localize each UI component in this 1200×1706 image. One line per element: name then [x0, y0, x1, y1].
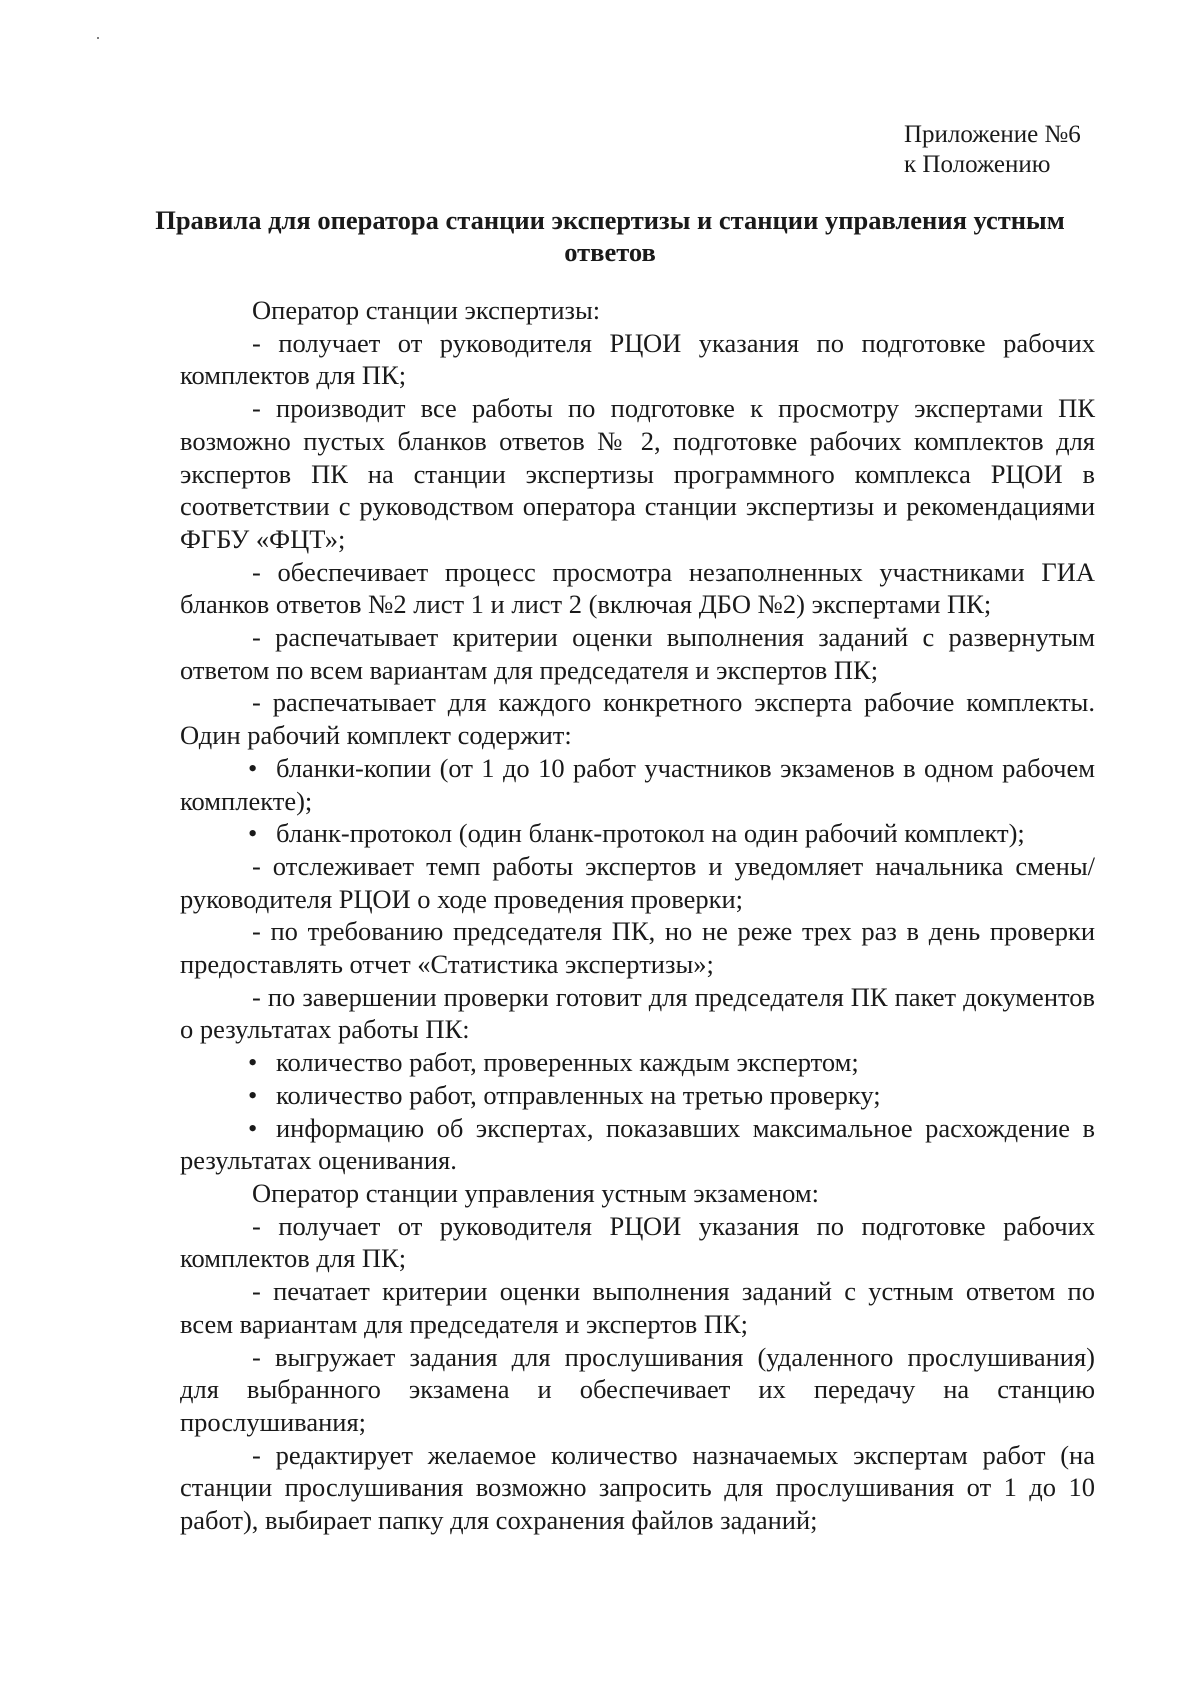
duty-item: - распечатывает для каждого конкретного эксперта рабочие комплекты. Один рабочий комплект содержит: [180, 687, 1095, 751]
appendix-reference [904, 120, 1081, 180]
appendix-regulation: к Положению [904, 151, 1051, 178]
duty-item: - выгружает задания для прослушивания (удаленного прослушивания) для выбранного экзамена и обеспечивает их передачу на станцию прослушивания; [180, 1341, 1095, 1437]
duty-item: - получает от руководителя РЦОИ указания по подготовке рабочих комплектов для ПК; [180, 1210, 1095, 1274]
bullet-item [180, 1046, 1095, 1079]
bullet-icon: • [248, 1112, 258, 1143]
duty-item: - обеспечивает процесс просмотра незаполненных участниками ГИА бланков ответов №2 лист 1 и лист 2 (включая ДБО №2) экспертами ПК; [180, 556, 1095, 620]
duty-item: - редактирует желаемое количество назначаемых экспертам работ (на станции прослушивания возможно запросить для прослушивания от 1 до 10 работ), выбирает папку для сохранения файлов заданий; [180, 1439, 1095, 1536]
duty-item: - производит все работы по подготовке к просмотру экспертами ПК возможно пустых бланков ответов № 2, подготовке рабочих комплектов для экспертов ПК на станции экспертизы программного комплекса РЦОИ в соответствии с руководством оператора станции экспертизы и рекомендациями ФГБУ «ФЦТ»; [180, 393, 1095, 554]
section-heading: Оператор станции экспертизы: [252, 295, 601, 325]
bullet-icon: • [248, 818, 258, 849]
duty-item: - распечатывает критерии оценки выполнения заданий с развернутым ответом по всем вариантам для председателя и экспертов ПК; [180, 622, 1095, 685]
bullet-item [180, 752, 1095, 817]
duty-item: - по завершении проверки готовит для председателя ПК пакет документов о результатах работы ПК: [180, 981, 1095, 1045]
duty-item: - отслеживает темп работы экспертов и уведомляет начальника смены/руководителя РЦОИ о ходе проведения проверки; [180, 850, 1095, 914]
bullet-icon: • [248, 1079, 258, 1110]
duty-item: - получает от руководителя РЦОИ указания по подготовке рабочих комплектов для ПК; [180, 327, 1095, 391]
document-body [180, 294, 1095, 1537]
duty-item: - по требованию председателя ПК, но не реже трех раз в день проверки предоставлять отчет «Статистика экспертизы»; [180, 916, 1095, 980]
bullet-icon: • [248, 1047, 258, 1078]
bullet-item [180, 1079, 1095, 1112]
bullet-text: бланк-протокол (один бланк-протокол на один рабочий комплект); [276, 818, 1025, 849]
bullet-item [180, 817, 1095, 850]
bullet-text: информацию об экспертах, показавших максимальное расхождение в результатах оценивания. [180, 1112, 1095, 1176]
bullet-item [180, 1112, 1095, 1177]
bullet-text: количество работ, отправленных на третью проверку; [276, 1079, 881, 1110]
section-heading: Оператор станции управления устным экзаменом: [252, 1177, 820, 1208]
bullet-icon: • [248, 752, 258, 783]
bullet-text: бланки-копии (от 1 до 10 работ участников экзаменов в одном рабочем комплекте); [180, 752, 1095, 816]
scan-speck [97, 37, 99, 39]
bullet-text: количество работ, проверенных каждым экспертом; [276, 1047, 859, 1078]
document-title: Правила для оператора станции экспертизы и станции управления устным ответов [155, 205, 1065, 267]
appendix-number: Приложение №6 [904, 121, 1081, 148]
duty-item: - печатает критерии оценки выполнения заданий с устным ответом по всем вариантам для председателя и экспертов ПК; [180, 1276, 1095, 1339]
